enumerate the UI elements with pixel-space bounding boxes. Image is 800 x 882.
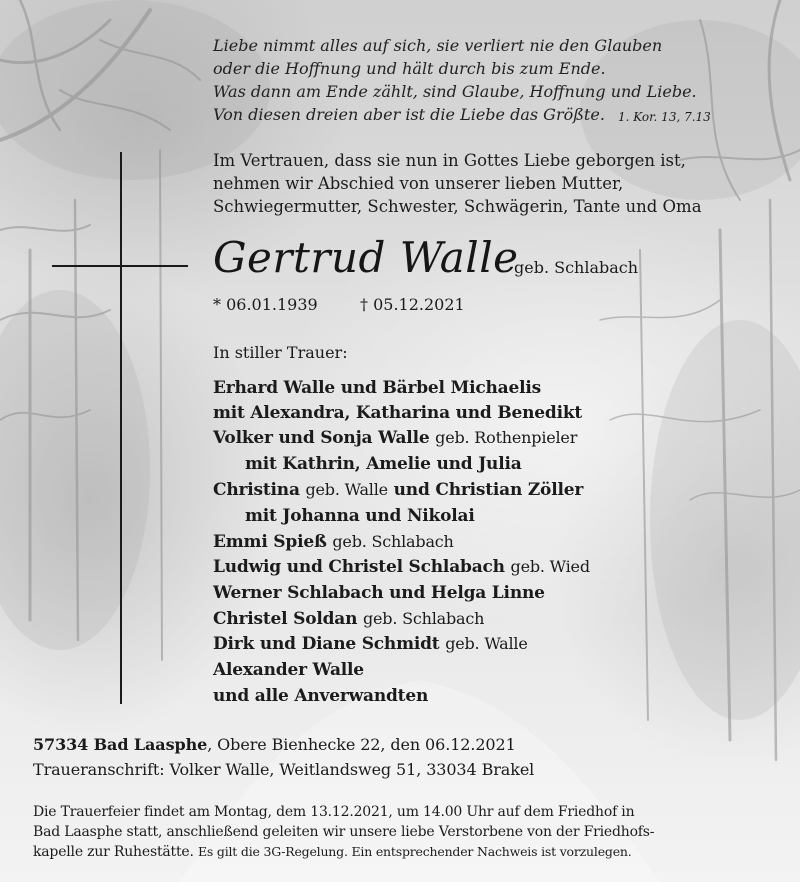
mourner-line: Volker und Sonja Walle geb. Rothenpieler [213,428,578,448]
funeral-info-line-1: Die Trauerfeier findet am Montag, dem 13.12.2021, um 14.00 Uhr auf dem Friedhof in [33,804,635,820]
cross-horizontal-bar [52,265,188,267]
mourner-line: mit Kathrin, Amelie und Julia [245,454,522,474]
mourner-line: Christel Soldan geb. Schlabach [213,609,485,629]
maiden-name: geb. Wied [510,557,590,576]
deceased-maiden-name: geb. Schlabach [514,258,639,277]
maiden-name: geb. Walle [305,480,388,499]
mourner-line: Werner Schlabach und Helga Linne [213,583,545,603]
deceased-name: Gertrud Walle [213,233,519,282]
mourner-line: Emmi Spieß geb. Schlabach [213,532,454,552]
death-date: † 05.12.2021 [360,295,465,314]
maiden-name: geb. Walle [445,634,528,653]
maiden-name: geb. Schlabach [362,609,485,628]
cross-vertical-bar [120,152,122,704]
intro-line-2: nehmen wir Abschied von unserer lieben Mutter, [213,174,624,193]
maiden-name: geb. Schlabach [332,532,454,551]
mourning-label: In stiller Trauer: [213,343,348,362]
place-and-date: 57334 Bad Laasphe, Obere Bienhecke 22, den 06.12.2021 [33,735,516,754]
verse-line-4: Von diesen dreien aber ist die Liebe das Größte. [213,105,605,124]
mourner-line: Erhard Walle und Bärbel Michaelis [213,378,541,398]
verse-line-1: Liebe nimmt alles auf sich, sie verliert nie den Glauben [213,36,663,55]
intro-line-1: Im Vertrauen, dass sie nun in Gottes Liebe geborgen ist, [213,151,686,170]
mourner-line: mit Johanna und Nikolai [245,506,475,526]
birth-date: * 06.01.1939 [213,295,318,314]
mourner-line: mit Alexandra, Katharina und Benedikt [213,403,583,423]
mourner-line: Ludwig und Christel Schlabach geb. Wied [213,557,590,577]
verse-line-2: oder die Hoffnung und hält durch bis zum Ende. [213,59,606,78]
maiden-name: geb. Rothenpieler [435,428,578,447]
mourner-line: Dirk und Diane Schmidt geb. Walle [213,634,528,654]
funeral-info-line-2: Bad Laasphe statt, anschließend geleiten wir unsere liebe Verstorbene von der Friedhofs- [33,824,655,840]
condolence-address: Traueranschrift: Volker Walle, Weitlandsweg 51, 33034 Brakel [33,760,535,779]
funeral-info-line-3: kapelle zur Ruhestätte. Es gilt die 3G-Regelung. Ein entsprechender Nachweis ist vorzulegen. [33,844,632,860]
intro-line-3: Schwiegermutter, Schwester, Schwägerin, Tante und Oma [213,197,702,216]
mourner-line: Alexander Walle [213,660,364,680]
verse-line-3: Was dann am Ende zählt, sind Glaube, Hoffnung und Liebe. [213,82,697,101]
mourner-line: und alle Anverwandten [213,686,429,706]
verse-reference: 1. Kor. 13, 7.13 [618,110,711,124]
mourner-line: Christina geb. Walle und Christian Zöller [213,480,584,500]
